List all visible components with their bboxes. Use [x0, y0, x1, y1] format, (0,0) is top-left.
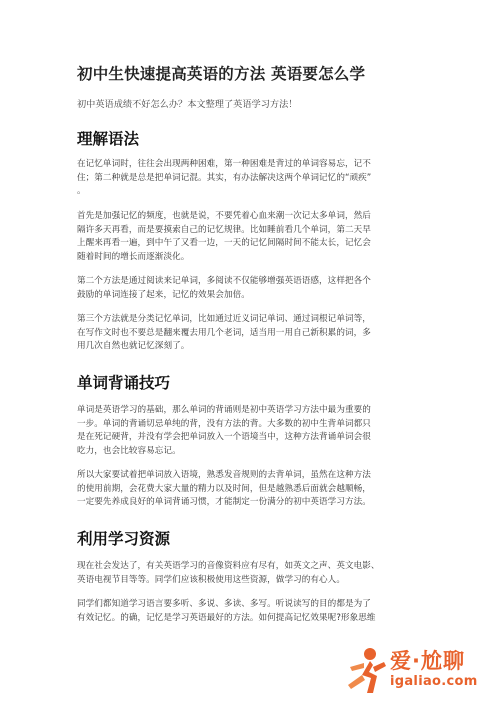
text-line: 隔许多天再看，而是要摸索自己的记忆规律。比如睡前看几个单词，第二天早: [77, 224, 371, 235]
text-line: 单词是英语学习的基础，那么单词的背诵则是初中英语学习方法中最为重要的: [77, 405, 371, 415]
site-watermark: [340, 641, 492, 699]
paragraph: [77, 210, 427, 264]
section-heading-grammar: 理解语法: [77, 129, 140, 148]
text-line: 用几次自然也就记忆深刻了。: [77, 341, 190, 352]
text-line: 现在社会发达了，有关英语学习的音像资料应有尽有，如英文之声、英文电影、: [77, 561, 380, 571]
running-figure-icon: [340, 645, 388, 697]
text-line: 一定要先养成良好的单词背诵习惯，才能制定一份满分的初中英语学习方法。: [77, 497, 371, 508]
text-line: 吃力，也会比较容易忘记。: [77, 445, 181, 456]
text-line: 的使用前期，会花费大家大量的精力以及时间，但是越熟悉后面就会越顺畅，: [77, 483, 371, 494]
section-heading-learning-resources: 利用学习资源: [77, 529, 171, 548]
watermark-name: 爱·尬聊: [390, 649, 465, 673]
text-line: 随着时间的增长而逐渐淡化。: [77, 251, 190, 262]
text-line: 鼓励的单词连接了起来，记忆的效果会加倍。: [77, 289, 250, 300]
article-title: 初中生快速提高英语的方法 英语要怎么学: [77, 64, 366, 83]
paragraph: [77, 313, 427, 354]
text-line: 在写作文时也不要总是翻来覆去用几个老词，适当用一用自己新积累的词，多: [77, 327, 371, 338]
watermark-url: igaliao.com: [390, 674, 478, 689]
text-line: 有效记忆。的确，记忆是学习英语最好的方法。如何提高记忆效果呢?形象思维: [77, 612, 376, 623]
paragraph: [77, 275, 427, 302]
text-line: 第三个方法就是分类记忆单词，比如通过近义词记单词、通过词根记单词等，: [77, 314, 371, 324]
article-intro: 初中英语成绩不好怎么办？本文整理了英语学习方法！: [77, 99, 298, 110]
text-line: 第二个方法是通过阅读来记单词，多阅读不仅能够增强英语语感，这样把各个: [77, 276, 371, 286]
text-line: 上醒来再看一遍，到中午了又看一边，一天的记忆间隔时间不能太长，记忆会: [77, 238, 371, 249]
text-line: 首先是加强记忆的频度，也就是说，不要凭着心血来潮一次记太多单词，然后: [77, 211, 371, 221]
paragraph: [77, 560, 427, 587]
text-line: 同学们都知道学习语言要多听、多说、多读、多写。听说读写的目的都是为了: [77, 599, 371, 609]
text-line: 是在死记硬背，并没有学会把单词放入一个语境当中，这种方法背诵单词会很: [77, 432, 371, 443]
text-line: 。: [77, 186, 86, 197]
paragraph: [77, 469, 427, 510]
paragraph: [77, 598, 427, 625]
text-line: 英语电视节目等等。同学们应该积极使用这些资源，做学习的有心人。: [77, 574, 345, 585]
paragraph: [77, 158, 427, 199]
text-line: 在记忆单词时，往往会出现两种困难，第一种困难是背过的单词容易忘，记不: [77, 159, 371, 169]
text-line: 所以大家要试着把单词放入语境，熟悉发音规则的去背单词，虽然在这种方法: [77, 470, 371, 480]
text-line: 住；第二种就是总是把单词记混。其实，有办法解决这两个单词记忆的“顽疾”: [77, 172, 372, 183]
text-line: 一步。单词的背诵切忌单纯的背，没有方法的背。大多数的初中生背单词都只: [77, 418, 371, 429]
paragraph: [77, 404, 427, 458]
section-heading-word-memorization: 单词背诵技巧: [77, 373, 171, 392]
